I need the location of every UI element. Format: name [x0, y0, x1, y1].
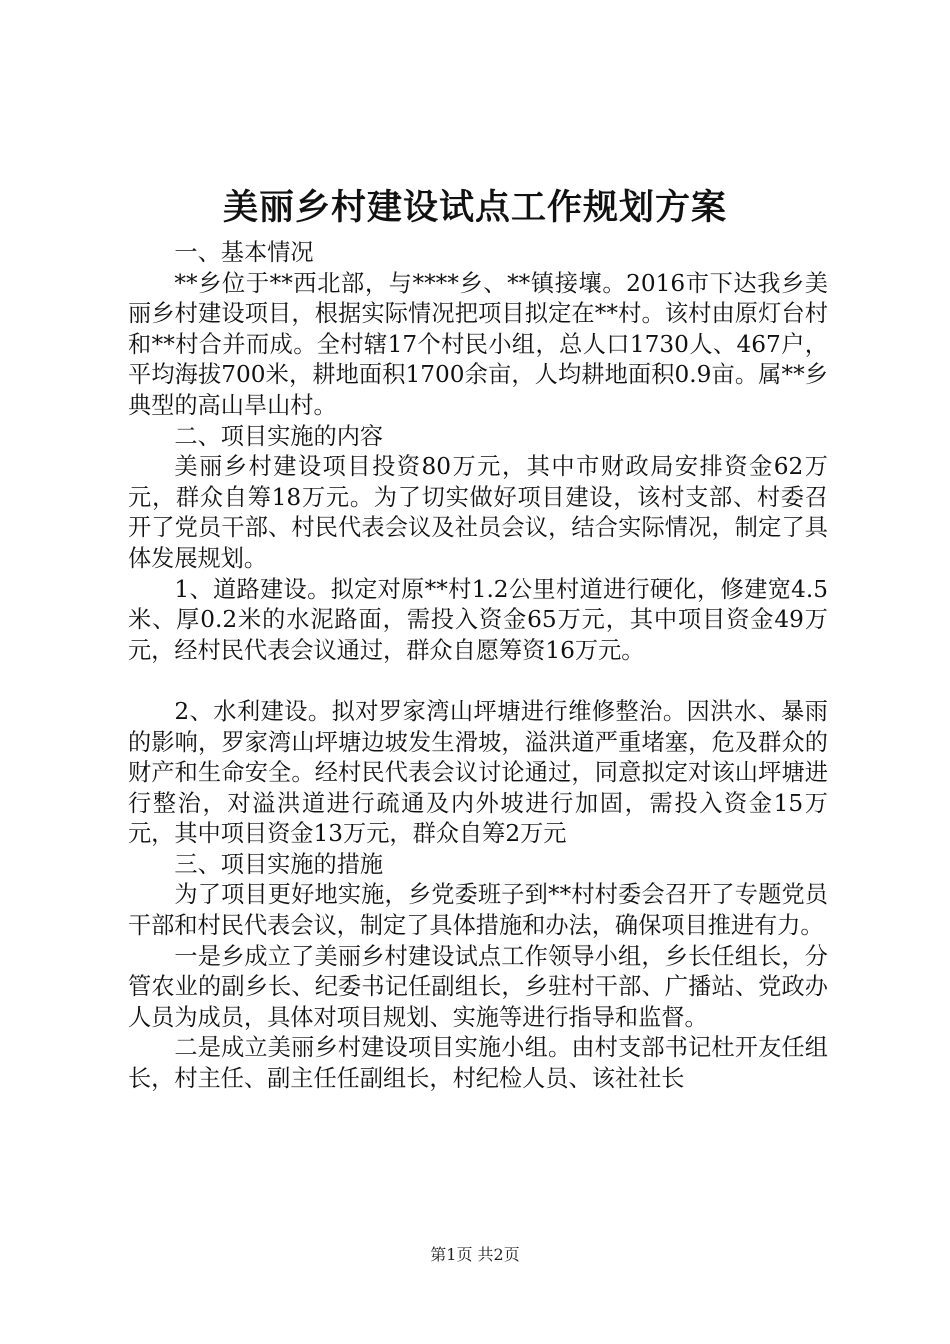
section-heading-project-content: 二、项目实施的内容	[174, 422, 384, 450]
paragraph-measures-intro: 为了项目更好地实施，乡党委班子到**村村委会召开了专题党员干部和村民代表会议，制定了具体措施和办法，确保项目推进有力。	[128, 881, 828, 940]
paragraph-road-construction: 1、道路建设。拟定对原**村1.2公里村道进行硬化，修建宽4.5米、厚0.2米的水泥路面，需投入资金65万元，其中项目资金49万元，经村民代表会议通过，群众自愿筹资16万元。	[128, 575, 828, 664]
blank-line	[128, 666, 828, 697]
paragraph-leading-group: 一是乡成立了美丽乡村建设试点工作领导小组，乡长任组长，分管农业的副乡长、纪委书记任副组长，乡驻村干部、广播站、党政办人员为成员，具体对项目规划、实施等进行指导和监督。	[128, 942, 828, 1031]
paragraph-implementation-group: 二是成立美丽乡村建设项目实施小组。由村支部书记杜开友任组长，村主任、副主任任副组长，村纪检人员、该社社长	[128, 1034, 828, 1093]
document-body	[128, 238, 828, 1095]
section-heading-basic-info: 一、基本情况	[174, 239, 314, 266]
paragraph-project-investment: 美丽乡村建设项目投资80万元，其中市财政局安排资金62万元，群众自筹18万元。为了切实做好项目建设，该村支部、村委召开了党员干部、村民代表会议及社员会议，结合实际情况，制定了具体发展规划。	[128, 453, 828, 572]
section-heading-measures: 三、项目实施的措施	[174, 850, 384, 878]
page-footer: 第1页 共2页	[430, 1245, 520, 1264]
paragraph-basic-info: **乡位于**西北部，与****乡、**镇接壤。2016市下达我乡美丽乡村建设项目，根据实际情况把项目拟定在**村。该村由原灯台村和**村合并而成。全村辖17个村民小组，总人口1730人、467户，平均海拔700米，耕地面积1700余亩，人均耕地面积0.9亩。属**乡典型的高山旱山村。	[128, 269, 828, 419]
document-title: 美丽乡村建设试点工作规划方案	[222, 187, 727, 228]
paragraph-water-conservancy: 2、水利建设。拟对罗家湾山坪塘进行维修整治。因洪水、暴雨的影响，罗家湾山坪塘边坡发生滑坡，溢洪道严重堵塞，危及群众的财产和生命安全。经村民代表会议讨论通过，同意拟定对该山坪塘进行整治，对溢洪道进行疏通及内外坡进行加固，需投入资金15万元，其中项目资金13万元，群众自筹2万元	[128, 697, 828, 848]
